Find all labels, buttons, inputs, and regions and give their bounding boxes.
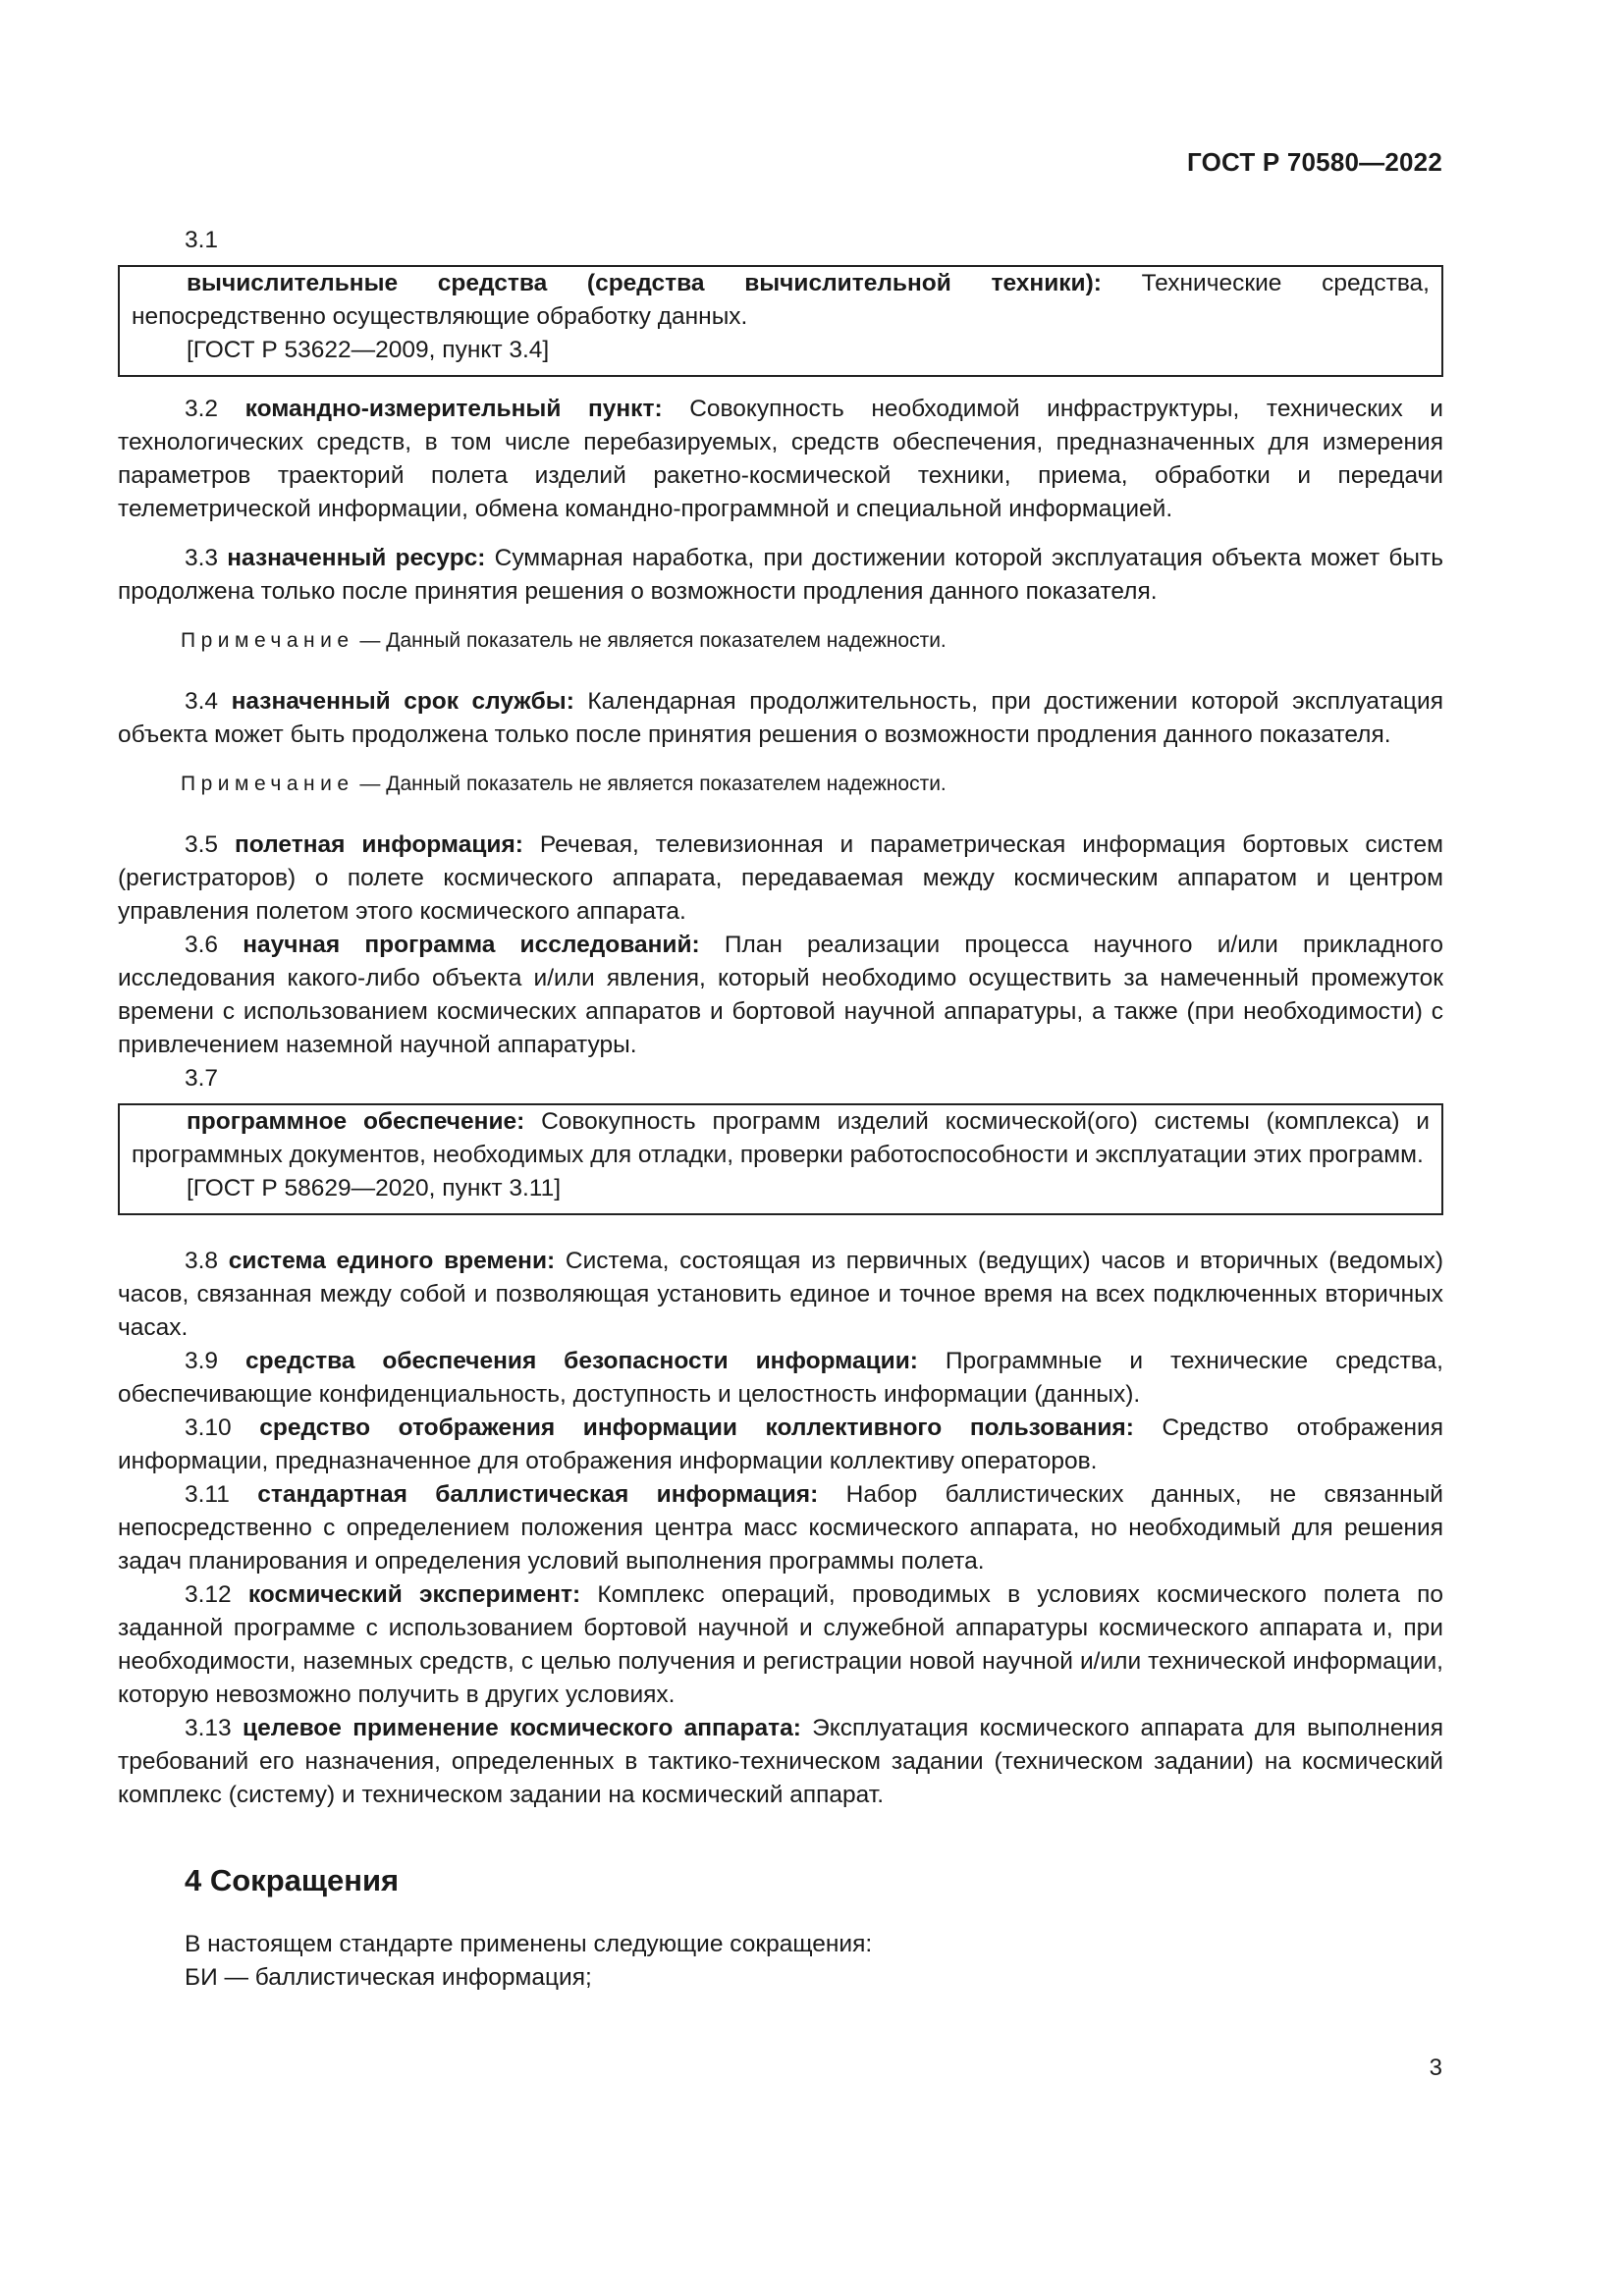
term-3-10: средство отображения информации коллективного пользования: <box>259 1415 1134 1441</box>
term-number-3-1: 3.1 <box>185 227 219 253</box>
term-3-13: целевое применение космического аппарата: <box>243 1715 801 1741</box>
definition-3-4 <box>118 685 1443 752</box>
term-3-11: стандартная баллистическая информация: <box>257 1481 819 1508</box>
definition-3-3 <box>118 542 1443 609</box>
term-3-12: космический эксперимент: <box>247 1581 581 1608</box>
number-3-9: 3.9 <box>185 1348 246 1374</box>
definition-3-9 <box>118 1345 1443 1412</box>
abbreviation-item: БИ — баллистическая информация; <box>185 1964 592 1991</box>
number-3-10: 3.10 <box>185 1415 260 1441</box>
definition-text-3-1: Технические средства, непосредственно осуществляющие обработку данных. <box>132 270 1430 330</box>
section-heading-4: 4 Сокращения <box>185 1863 400 1897</box>
definition-text-3-13: Эксплуатация космического аппарата для выполнения требований его назначения, определенных в тактико-техническом задании (техническом задании) на космический комплекс (систему) и техническом задании на космический аппарат. <box>118 1715 1444 1808</box>
definition-3-2 <box>118 393 1443 526</box>
definition-text-3-7: Совокупность программ изделий космической(ого) системы (комплекса) и программных документов, необходимых для отладки, проверки работоспособности и эксплуатации этих программ. <box>132 1108 1430 1168</box>
source-ref-3-7: [ГОСТ Р 58629—2020, пункт 3.11] <box>187 1175 562 1201</box>
definition-3-6 <box>118 929 1443 1062</box>
term-3-7: программное обеспечение: <box>187 1108 525 1135</box>
definition-3-5 <box>118 828 1443 929</box>
term-3-5: полетная информация: <box>235 831 523 858</box>
term-3-1: вычислительные средства (средства вычислительной техники): <box>187 270 1102 296</box>
note-label-3-4: Примечание <box>181 773 354 795</box>
definition-text-3-11: Набор баллистических данных, не связанный непосредственно с определением положения центра масс космического аппарата, но необходимый для решения задач планирования и определения условий выполнения программы полета. <box>118 1481 1443 1575</box>
term-number-3-7: 3.7 <box>185 1065 219 1092</box>
definition-3-8 <box>118 1245 1443 1345</box>
term-3-9: средства обеспечения безопасности информации: <box>245 1348 918 1374</box>
abbreviations-intro: В настоящем стандарте применены следующие сокращения: <box>185 1931 873 1957</box>
definition-3-11 <box>118 1478 1443 1578</box>
note-label-3-3: Примечание <box>181 629 354 652</box>
definition-3-10 <box>118 1412 1443 1478</box>
definition-text-3-2: Совокупность необходимой инфраструктуры, технических и технологических средств, в том числе перебазируемых, средств обеспечения, предназначенных для измерения параметров траекторий полета изделий ракетно-космической техники, приема, обработки и передачи телеметрической информации, обмена командно-программной и специальной информацией. <box>118 396 1443 522</box>
definition-text-3-8: Система, состоящая из первичных (ведущих) часов и вторичных (ведомых) часов, связанная между собой и позволяющая установить единое и точное время на всех подключенных вторичных часах. <box>118 1248 1443 1341</box>
number-3-6: 3.6 <box>185 932 244 958</box>
term-3-6: научная программа исследований: <box>243 932 700 958</box>
definition-text-3-6: План реализации процесса научного и/или прикладного исследования какого-либо объекта и/или явления, который необходимо осуществить за намеченный промежуток времени с использованием космических аппаратов и бортовой научной аппаратуры, а также (при необходимости) с привлечением наземной научной аппаратуры. <box>118 932 1443 1058</box>
definition-text-3-12: Комплекс операций, проводимых в условиях космического полета по заданной программе с использованием бортовой научной и служебной аппаратуры космического аппарата и, при необходимости, наземных средств, с целью получения и регистрации новой научной и/или технической информации, которую невозможно получить в других условиях. <box>118 1581 1443 1708</box>
source-ref-3-1: [ГОСТ Р 53622—2009, пункт 3.4] <box>187 337 550 363</box>
definition-text-3-9: Программные и технические средства, обеспечивающие конфиденциальность, доступность и целостность информации (данных). <box>118 1348 1443 1408</box>
definition-3-12 <box>118 1578 1443 1712</box>
term-3-4: назначенный срок службы: <box>231 688 574 715</box>
definition-3-7 <box>132 1105 1430 1172</box>
definition-3-13 <box>118 1712 1443 1812</box>
number-3-5: 3.5 <box>185 831 235 858</box>
number-3-8: 3.8 <box>185 1248 229 1274</box>
term-3-8: система единого времени: <box>228 1248 556 1274</box>
note-text-3-3: — Данный показатель не является показателем надежности. <box>353 629 947 652</box>
page-content <box>118 224 1443 1995</box>
term-3-3: назначенный ресурс: <box>227 545 486 571</box>
definition-text-3-4: Календарная продолжительность, при достижении которой эксплуатация объекта может быть продолжена только после принятия решения о возможности продления данного показателя. <box>118 688 1443 748</box>
term-box-3-1 <box>118 265 1443 377</box>
definition-text-3-10: Средство отображения информации, предназначенное для отображения информации коллективу операторов. <box>118 1415 1444 1474</box>
page-number: 3 <box>1429 2055 1442 2081</box>
definition-text-3-5: Речевая, телевизионная и параметрическая информация бортовых систем (регистраторов) о полете космического аппарата, передаваемая между космическим аппаратом и центром управления полетом этого космического аппарата. <box>118 831 1443 925</box>
note-3-4 <box>118 770 1443 799</box>
number-3-12: 3.12 <box>185 1581 248 1608</box>
note-text-3-4: — Данный показатель не является показателем надежности. <box>353 773 947 795</box>
document-id: ГОСТ Р 70580—2022 <box>1187 147 1442 177</box>
number-3-11: 3.11 <box>185 1481 258 1508</box>
note-3-3 <box>118 626 1443 656</box>
term-3-2: командно-измерительный пункт: <box>244 396 663 422</box>
definition-3-1 <box>132 267 1430 334</box>
definition-text-3-3: Суммарная наработка, при достижении которой эксплуатация объекта может быть продолжена только после принятия решения о возможности продления данного показателя. <box>118 545 1443 605</box>
number-3-4: 3.4 <box>185 688 232 715</box>
number-3-2: 3.2 <box>185 396 245 422</box>
number-3-13: 3.13 <box>185 1715 244 1741</box>
number-3-3: 3.3 <box>185 545 228 571</box>
term-box-3-7 <box>118 1103 1443 1215</box>
